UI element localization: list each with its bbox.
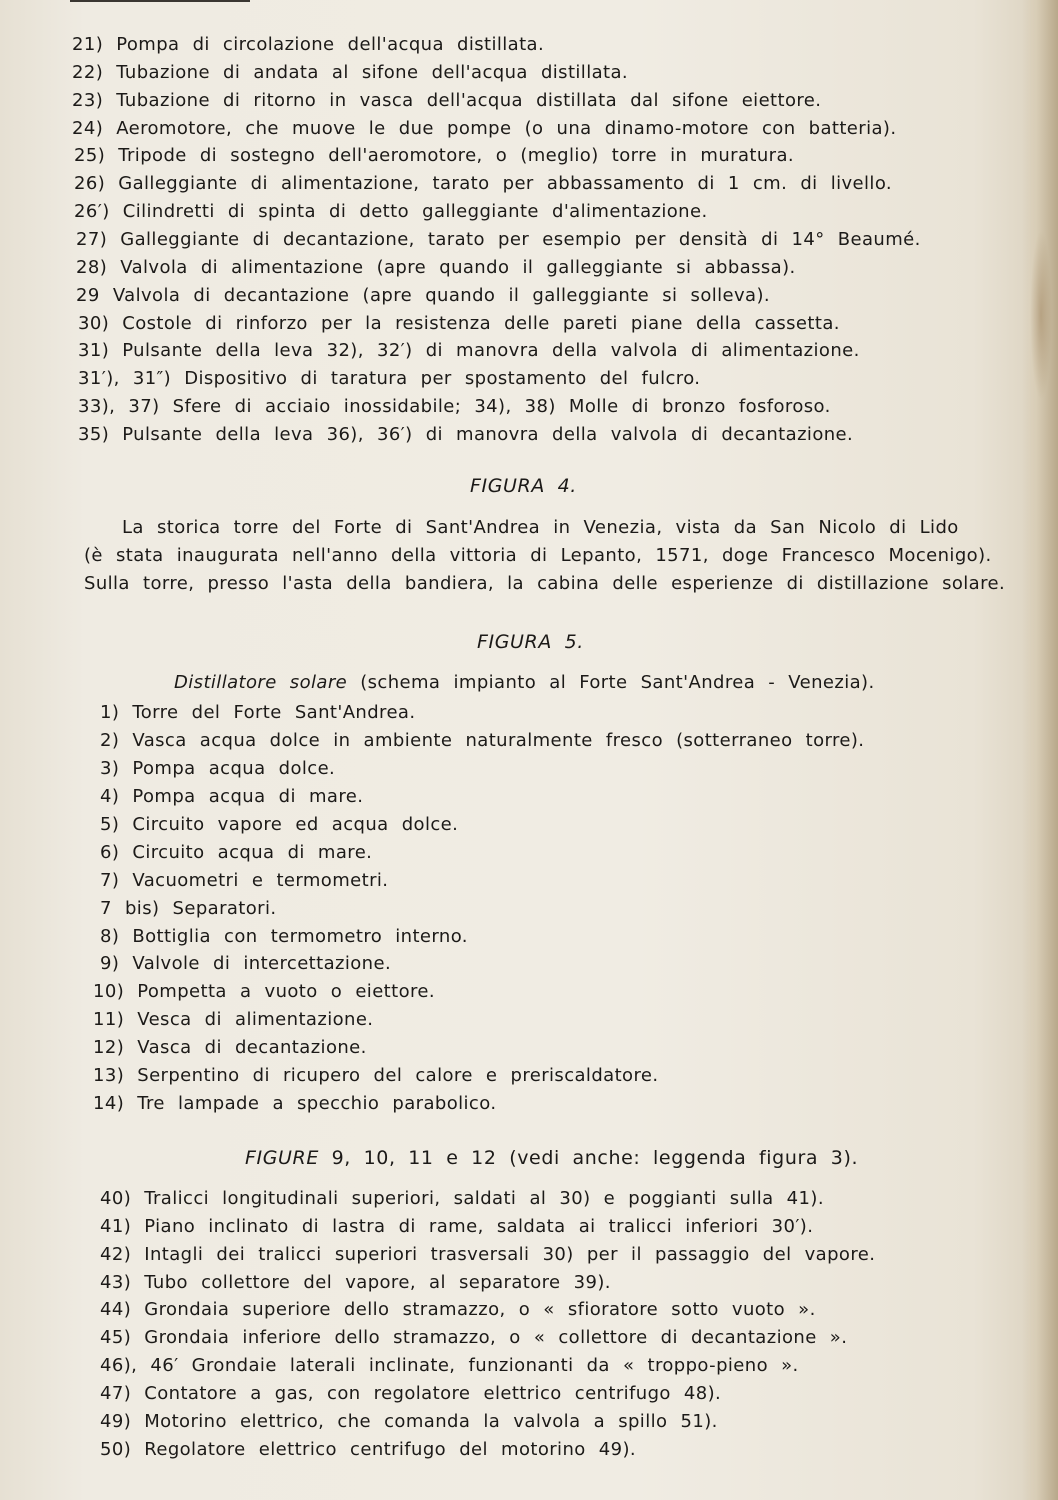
list-item: 26) Galleggiante di alimentazione, tarato per abbassamento di 1 cm. di livello. xyxy=(74,173,893,194)
list-item: 8) Bottiglia con termometro interno. xyxy=(100,926,468,947)
list-item: 43) Tubo collettore del vapore, al separatore 39). xyxy=(100,1272,611,1293)
list-item: 24) Aeromotore, che muove le due pompe (o una dinamo-motore con batteria). xyxy=(72,118,897,139)
list-item: 31′), 31″) Dispositivo di taratura per spostamento del fulcro. xyxy=(78,368,701,389)
figura-4-text-line: (è stata inaugurata nell'anno della vittoria di Lepanto, 1571, doge Francesco Mocenigo). xyxy=(84,545,992,566)
figure-9-12-heading-rest: 9, 10, 11 e 12 (vedi anche: leggenda figura 3). xyxy=(331,1147,859,1169)
list-item: 3) Pompa acqua dolce. xyxy=(100,758,336,779)
list-item: 33), 37) Sfere di acciaio inossidabile; 34), 38) Molle di bronzo fosforoso. xyxy=(78,396,831,417)
list-item: 14) Tre lampade a specchio parabolico. xyxy=(93,1093,497,1114)
list-item: 11) Vesca di alimentazione. xyxy=(93,1009,374,1030)
list-item: 28) Valvola di alimentazione (apre quando il galleggiante si abbassa). xyxy=(76,257,796,278)
list-item: 4) Pompa acqua di mare. xyxy=(100,786,364,807)
list-item: 41) Piano inclinato di lastra di rame, saldata ai tralicci inferiori 30′). xyxy=(100,1216,814,1237)
list-item: 50) Regolatore elettrico centrifugo del motorino 49). xyxy=(100,1439,637,1460)
list-item: 12) Vasca di decantazione. xyxy=(93,1037,367,1058)
figura-4-text-line: La storica torre del Forte di Sant'Andrea in Venezia, vista da San Nicolo di Lido xyxy=(122,517,959,538)
figura-4-heading: FIGURA 4. xyxy=(470,475,577,497)
list-item: 26′) Cilindretti di spinta di detto galleggiante d'alimentazione. xyxy=(74,201,708,222)
list-item: 47) Contatore a gas, con regolatore elettrico centrifugo 48). xyxy=(100,1383,722,1404)
list-item: 7) Vacuometri e termometri. xyxy=(100,870,389,891)
list-item: 30) Costole di rinforzo per la resistenza delle pareti piane della cassetta. xyxy=(78,313,840,334)
list-item: 40) Tralicci longitudinali superiori, saldati al 30) e poggianti sulla 41). xyxy=(100,1188,824,1209)
list-item: 27) Galleggiante di decantazione, tarato per esempio per densità di 14° Beaumé. xyxy=(76,229,921,250)
figure-9-12-heading xyxy=(245,1147,858,1169)
list-item: 13) Serpentino di ricupero del calore e preriscaldatore. xyxy=(93,1065,659,1086)
list-item: 10) Pompetta a vuoto o eiettore. xyxy=(93,981,436,1002)
figura-5-heading: FIGURA 5. xyxy=(477,631,584,653)
list-item: 22) Tubazione di andata al sifone dell'acqua distillata. xyxy=(72,62,629,83)
list-item: 42) Intagli dei tralicci superiori trasversali 30) per il passaggio del vapore. xyxy=(100,1244,876,1265)
figura-4-text-line: Sulla torre, presso l'asta della bandiera, la cabina delle esperienze di distillazione solare. xyxy=(84,573,1006,594)
list-item: 1) Torre del Forte Sant'Andrea. xyxy=(100,702,416,723)
list-item: 21) Pompa di circolazione dell'acqua distillata. xyxy=(72,34,545,55)
list-item: 23) Tubazione di ritorno in vasca dell'acqua distillata dal sifone eiettore. xyxy=(72,90,822,111)
list-item: 29 Valvola di decantazione (apre quando il galleggiante si solleva). xyxy=(76,285,771,306)
list-item: 31) Pulsante della leva 32), 32′) di manovra della valvola di alimentazione. xyxy=(78,340,860,361)
list-item: 2) Vasca acqua dolce in ambiente naturalmente fresco (sotterraneo torre). xyxy=(100,730,865,751)
list-item: 35) Pulsante della leva 36), 36′) di manovra della valvola di decantazione. xyxy=(78,424,854,445)
list-item: 49) Motorino elettrico, che comanda la valvola a spillo 51). xyxy=(100,1411,718,1432)
figura-5-subtitle-rest: (schema impianto al Forte Sant'Andrea - Venezia). xyxy=(360,672,875,693)
list-item: 6) Circuito acqua di mare. xyxy=(100,842,373,863)
list-item: 25) Tripode di sostegno dell'aeromotore, o (meglio) torre in muratura. xyxy=(74,145,795,166)
figure-9-12-heading-italic: FIGURE xyxy=(245,1147,319,1169)
list-item: 45) Grondaia inferiore dello stramazzo, o « collettore di decantazione ». xyxy=(100,1327,848,1348)
list-item: 46), 46′ Grondaie laterali inclinate, funzionanti da « troppo-pieno ». xyxy=(100,1355,799,1376)
figura-5-subtitle xyxy=(174,672,875,693)
list-item: 9) Valvole di intercettazione. xyxy=(100,953,392,974)
figura-5-subtitle-italic: Distillatore solare xyxy=(174,672,348,693)
list-item: 44) Grondaia superiore dello stramazzo, o « sfioratore sotto vuoto ». xyxy=(100,1299,816,1320)
list-item: 5) Circuito vapore ed acqua dolce. xyxy=(100,814,459,835)
list-item: 7 bis) Separatori. xyxy=(100,898,277,919)
